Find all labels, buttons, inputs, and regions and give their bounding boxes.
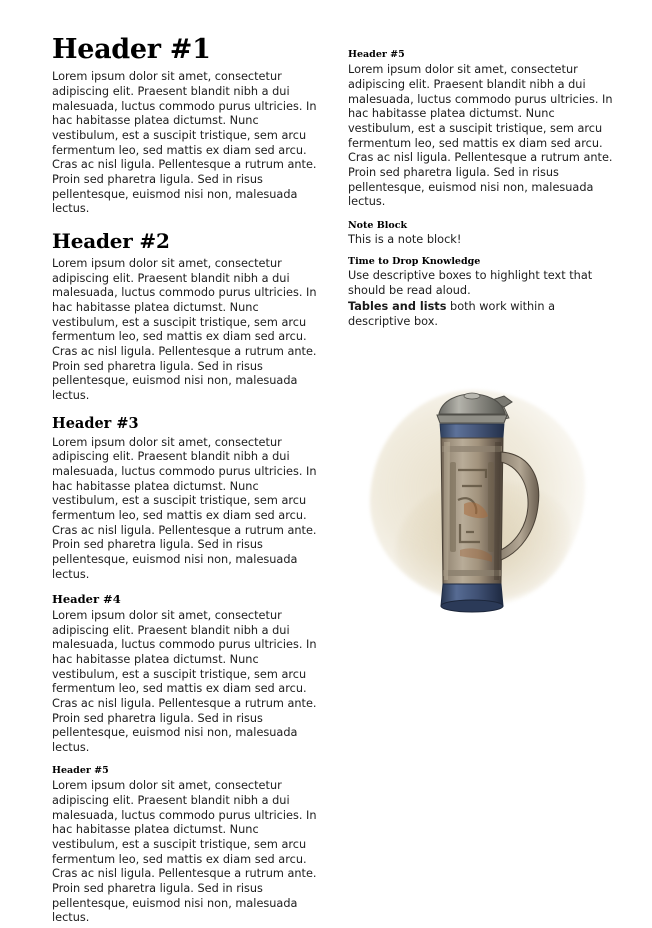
note-block-text: This is a note block! <box>348 233 462 247</box>
two-column-layout <box>52 36 612 928</box>
beer-stein-illustration <box>348 360 616 660</box>
note-block-title: Note Block <box>348 220 408 232</box>
descriptive-box-title: Time to Drop Knowledge <box>348 255 481 267</box>
right-paragraph-section-5: Lorem ipsum dolor sit amet, consectetur adipiscing elit. Praesent blandit nibh a dui malesuada, luctus commodo purus ultricies. In hac habitasse platea dictumst. Nunc vestibulum, est a suscipit tristique, sem arcu fermentum leo, sed mattis ex diam sed arcu. Cras ac nisl ligula. Pellentesque a rutrum ante. Proin sed pharetra ligula. Sed in risus pellentesque, euismod nisi non, malesuada lectus. <box>348 63 613 209</box>
paragraph-section-4: Lorem ipsum dolor sit amet, consectetur adipiscing elit. Praesent blandit nibh a dui malesuada, luctus commodo purus ultricies. In hac habitasse platea dictumst. Nunc vestibulum, est a suscipit tristique, sem arcu fermentum leo, sed mattis ex diam sed arcu. Cras ac nisl ligula. Pellentesque a rutrum ante. Proin sed pharetra ligula. Sed in risus pellentesque, euismod nisi non, malesuada lectus. <box>52 609 317 755</box>
right-column <box>348 36 616 660</box>
stein-drawing-icon <box>400 374 560 639</box>
illustration-fade <box>348 634 616 660</box>
page-title: Header #1 <box>52 34 211 65</box>
descriptive-box-line-2-rest: both work within a descriptive box. <box>348 300 555 328</box>
descriptive-box-line-2 <box>348 300 616 329</box>
descriptive-box-line-2-bold: Tables and lists <box>348 300 447 314</box>
paragraph-section-3: Lorem ipsum dolor sit amet, consectetur adipiscing elit. Praesent blandit nibh a dui malesuada, luctus commodo purus ultricies. In hac habitasse platea dictumst. Nunc vestibulum, est a suscipit tristique, sem arcu fermentum leo, sed mattis ex diam sed arcu. Cras ac nisl ligula. Pellentesque a rutrum ante. Proin sed pharetra ligula. Sed in risus pellentesque, euismod nisi non, malesuada lectus. <box>52 435 317 581</box>
section-heading-5: Header #5 <box>52 764 109 776</box>
left-column <box>52 36 320 928</box>
right-section-heading-5: Header #5 <box>348 49 405 60</box>
paragraph-section-1: Lorem ipsum dolor sit amet, consectetur adipiscing elit. Praesent blandit nibh a dui malesuada, luctus commodo purus ultricies. In hac habitasse platea dictumst. Nunc vestibulum, est a suscipit tristique, sem arcu fermentum leo, sed mattis ex diam sed arcu. Cras ac nisl ligula. Pellentesque a rutrum ante. Proin sed pharetra ligula. Sed in risus pellentesque, euismod nisi non, malesuada lectus. <box>52 70 317 216</box>
paragraph-section-2: Lorem ipsum dolor sit amet, consectetur adipiscing elit. Praesent blandit nibh a dui malesuada, luctus commodo purus ultricies. In hac habitasse platea dictumst. Nunc vestibulum, est a suscipit tristique, sem arcu fermentum leo, sed mattis ex diam sed arcu. Cras ac nisl ligula. Pellentesque a rutrum ante. Proin sed pharetra ligula. Sed in risus pellentesque, euismod nisi non, malesuada lectus. <box>52 257 317 403</box>
descriptive-box-line-1: Use descriptive boxes to highlight text that should be read aloud. <box>348 268 593 297</box>
section-heading-4: Header #4 <box>52 592 121 607</box>
section-heading-2: Header #2 <box>52 229 170 254</box>
section-heading-3: Header #3 <box>52 414 139 432</box>
paragraph-section-5: Lorem ipsum dolor sit amet, consectetur adipiscing elit. Praesent blandit nibh a dui malesuada, luctus commodo purus ultricies. In hac habitasse platea dictumst. Nunc vestibulum, est a suscipit tristique, sem arcu fermentum leo, sed mattis ex diam sed arcu. Cras ac nisl ligula. Pellentesque a rutrum ante. Proin sed pharetra ligula. Sed in risus pellentesque, euismod nisi non, malesuada lectus. <box>52 779 317 925</box>
